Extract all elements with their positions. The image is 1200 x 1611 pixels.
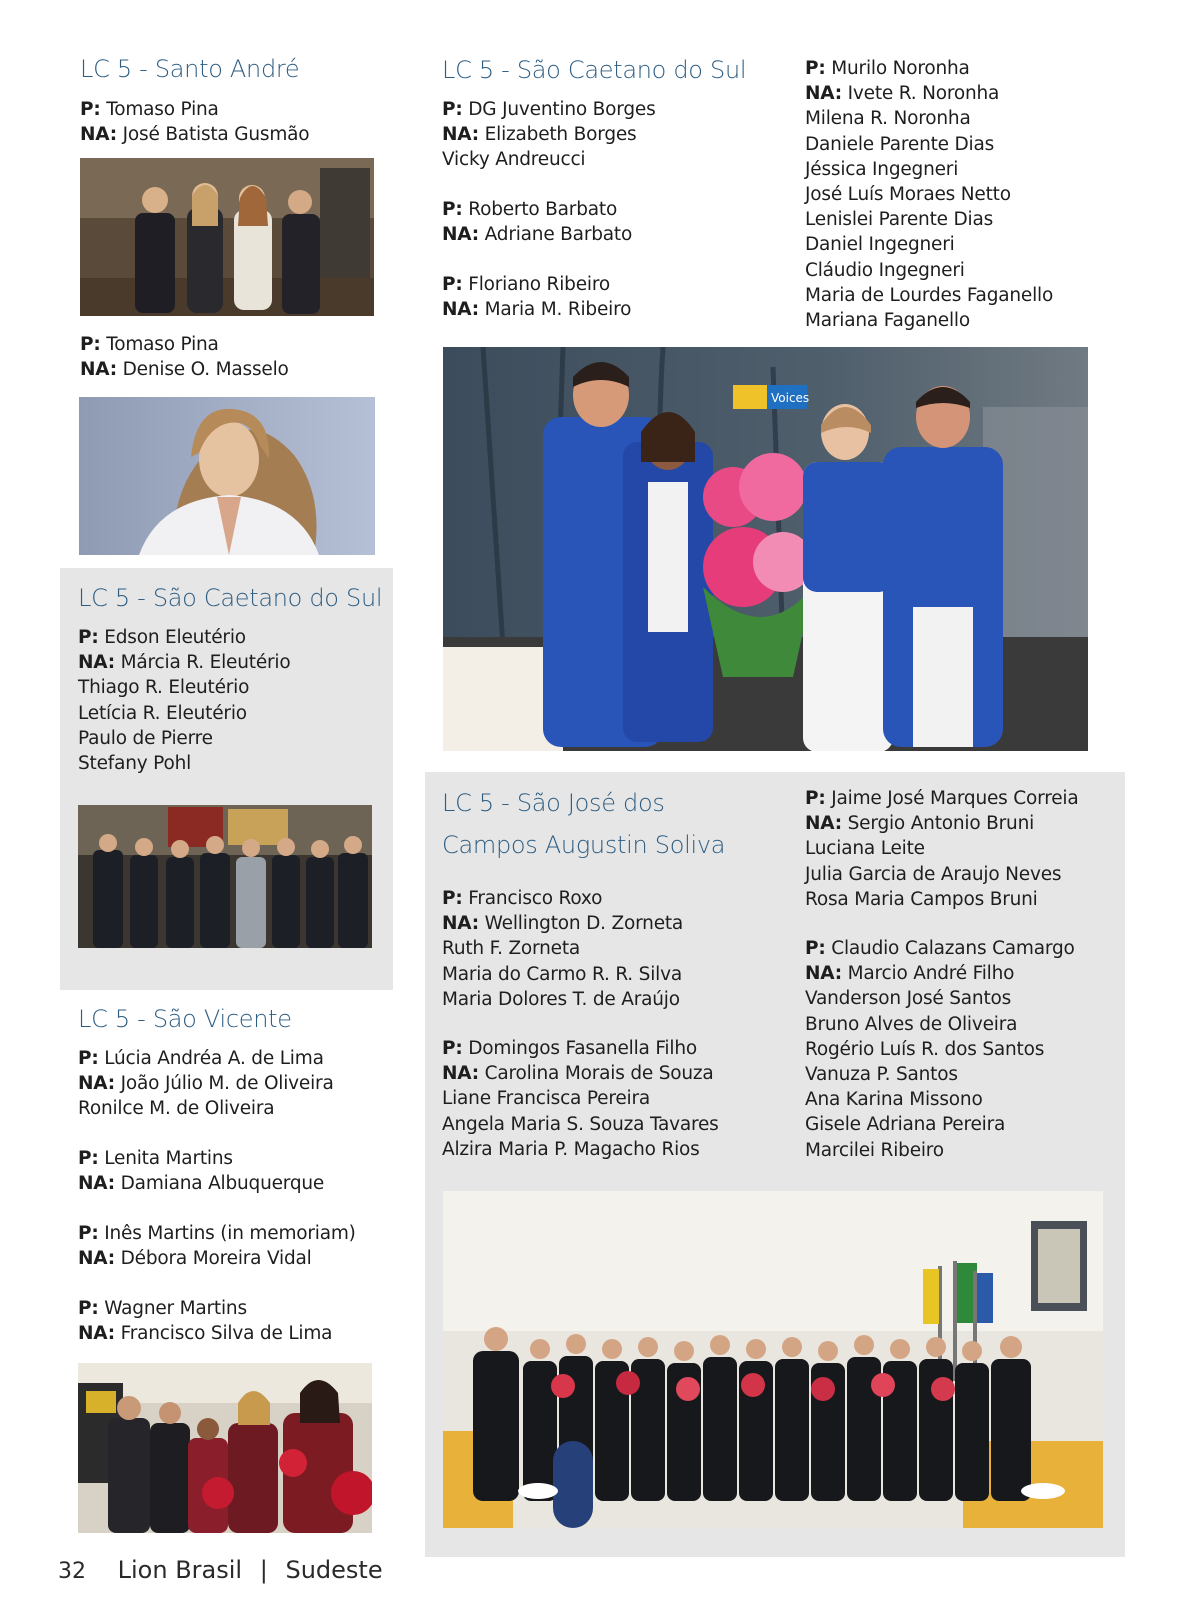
new-member-line bbox=[78, 650, 290, 675]
member-group bbox=[805, 56, 1053, 333]
president-line bbox=[78, 625, 290, 650]
new-member-name: Sergio Antonio Bruni bbox=[847, 813, 1035, 835]
president-label: P: bbox=[78, 1223, 99, 1244]
president-line bbox=[442, 886, 683, 911]
member-group bbox=[80, 332, 289, 382]
member-group bbox=[78, 1221, 356, 1271]
member-name: Rogério Luís R. dos Santos bbox=[805, 1038, 1045, 1060]
new-member-line bbox=[80, 357, 289, 382]
new-member-label: NA: bbox=[80, 359, 117, 381]
president-name: Murilo Noronha bbox=[831, 58, 970, 79]
new-member-line bbox=[80, 122, 309, 147]
new-member-name: Denise O. Masselo bbox=[122, 359, 289, 381]
new-member-name: Wellington D. Zorneta bbox=[484, 913, 684, 935]
president-name: Wagner Martins bbox=[104, 1298, 247, 1319]
member-name: Stefany Pohl bbox=[78, 753, 192, 775]
new-member-line bbox=[805, 811, 1078, 836]
member-group bbox=[805, 786, 1078, 912]
president-label: P: bbox=[442, 274, 463, 295]
new-member-line bbox=[442, 122, 656, 147]
member-name: Vanderson José Santos bbox=[805, 988, 1012, 1010]
member-name: Paulo de Pierre bbox=[78, 727, 213, 749]
member-group bbox=[805, 936, 1075, 1163]
new-member-label: NA: bbox=[442, 299, 479, 321]
president-line bbox=[442, 272, 631, 297]
section-title-santo-andre: LC 5 - Santo André bbox=[80, 55, 300, 83]
member-name: Angela Maria S. Souza Tavares bbox=[442, 1113, 719, 1135]
photo-sao-caetano-lions-flowers bbox=[443, 347, 1088, 751]
new-member-name: José Batista Gusmão bbox=[122, 124, 310, 146]
president-label: P: bbox=[78, 1298, 99, 1319]
member-name: Daniel Ingegneri bbox=[805, 234, 955, 256]
new-member-label: NA: bbox=[78, 1323, 115, 1345]
new-member-name: Débora Moreira Vidal bbox=[120, 1248, 312, 1270]
section-title-line: Campos Augustin Soliva bbox=[442, 831, 726, 859]
photo-sao-jose-dos-campos-group bbox=[443, 1191, 1103, 1528]
section-title-sao-jose-dos-campos bbox=[442, 782, 725, 866]
president-name: Jaime José Marques Correia bbox=[831, 788, 1079, 809]
new-member-label: NA: bbox=[442, 124, 479, 146]
member-name: Maria Dolores T. de Araújo bbox=[442, 988, 680, 1010]
new-member-line bbox=[442, 297, 631, 322]
new-member-name: Marcio André Filho bbox=[847, 963, 1015, 985]
president-label: P: bbox=[805, 58, 826, 79]
new-member-line bbox=[805, 961, 1075, 986]
section-title-sao-caetano-do-sul: LC 5 - São Caetano do Sul bbox=[442, 56, 747, 84]
member-name: Cláudio Ingegneri bbox=[805, 259, 965, 281]
member-name: José Luís Moraes Netto bbox=[805, 184, 1011, 206]
president-line bbox=[805, 56, 1053, 81]
member-group bbox=[442, 272, 631, 322]
member-group bbox=[442, 97, 656, 173]
new-member-name: Márcia R. Eleutério bbox=[120, 652, 291, 674]
member-name: Mariana Faganello bbox=[805, 310, 970, 332]
section-title-sao-caetano-do-sul: LC 5 - São Caetano do Sul bbox=[78, 584, 383, 612]
new-member-line bbox=[78, 1171, 324, 1196]
president-name: Edson Eleutério bbox=[104, 627, 246, 648]
section-title-line: LC 5 - São José dos bbox=[442, 789, 665, 817]
member-group bbox=[442, 197, 632, 247]
president-name: Tomaso Pina bbox=[106, 99, 219, 120]
new-member-name: Francisco Silva de Lima bbox=[120, 1323, 333, 1345]
new-member-label: NA: bbox=[78, 652, 115, 674]
member-name: Milena R. Noronha bbox=[805, 108, 971, 130]
member-name: Letícia R. Eleutério bbox=[78, 702, 247, 724]
president-line bbox=[78, 1221, 356, 1246]
member-group bbox=[78, 1046, 334, 1122]
member-group bbox=[442, 1036, 719, 1162]
member-name: Bruno Alves de Oliveira bbox=[805, 1013, 1018, 1035]
member-name: Marcilei Ribeiro bbox=[805, 1139, 944, 1161]
new-member-name: Adriane Barbato bbox=[484, 224, 633, 246]
new-member-label: NA: bbox=[80, 124, 117, 146]
president-line bbox=[805, 936, 1075, 961]
new-member-line bbox=[78, 1321, 332, 1346]
new-member-name: Ivete R. Noronha bbox=[847, 83, 1000, 105]
president-line bbox=[78, 1296, 332, 1321]
member-name: Daniele Parente Dias bbox=[805, 133, 995, 155]
president-name: Roberto Barbato bbox=[468, 199, 618, 220]
president-label: P: bbox=[80, 99, 101, 120]
member-name: Julia Garcia de Araujo Neves bbox=[805, 863, 1062, 885]
new-member-label: NA: bbox=[442, 913, 479, 935]
member-name: Luciana Leite bbox=[805, 838, 925, 860]
new-member-line bbox=[442, 222, 632, 247]
president-name: Francisco Roxo bbox=[468, 888, 603, 909]
president-name: Domingos Fasanella Filho bbox=[468, 1038, 697, 1059]
president-name: Lenita Martins bbox=[104, 1148, 233, 1169]
member-group bbox=[442, 886, 683, 1012]
footer-separator: | bbox=[259, 1556, 268, 1584]
member-group bbox=[78, 1296, 332, 1346]
new-member-label: NA: bbox=[442, 1063, 479, 1085]
new-member-name: João Júlio M. de Oliveira bbox=[120, 1073, 334, 1095]
president-line bbox=[805, 786, 1078, 811]
president-label: P: bbox=[80, 334, 101, 355]
new-member-line bbox=[78, 1071, 334, 1096]
member-name: Alzira Maria P. Magacho Rios bbox=[442, 1138, 700, 1160]
president-line bbox=[80, 97, 309, 122]
new-member-label: NA: bbox=[78, 1073, 115, 1095]
member-group bbox=[80, 97, 309, 147]
president-name: Claudio Calazans Camargo bbox=[831, 938, 1075, 959]
new-member-label: NA: bbox=[805, 83, 842, 105]
page-number: 32 bbox=[58, 1559, 86, 1584]
president-label: P: bbox=[78, 1148, 99, 1169]
member-name: Liane Francisca Pereira bbox=[442, 1088, 651, 1110]
member-name: Vanuza P. Santos bbox=[805, 1064, 958, 1086]
member-name: Ana Karina Missono bbox=[805, 1089, 983, 1111]
section-title-sao-vicente: LC 5 - São Vicente bbox=[78, 1005, 292, 1033]
member-name: Maria de Lourdes Faganello bbox=[805, 284, 1054, 306]
president-label: P: bbox=[442, 99, 463, 120]
member-name: Jéssica Ingegneri bbox=[805, 158, 959, 180]
new-member-line bbox=[805, 81, 1053, 106]
president-name: DG Juventino Borges bbox=[468, 99, 656, 120]
president-label: P: bbox=[805, 938, 826, 959]
president-name: Tomaso Pina bbox=[106, 334, 219, 355]
new-member-label: NA: bbox=[78, 1248, 115, 1270]
president-label: P: bbox=[442, 1038, 463, 1059]
president-name: Lúcia Andréa A. de Lima bbox=[104, 1048, 324, 1069]
president-line bbox=[80, 332, 289, 357]
photo-santo-andre-portrait bbox=[79, 397, 375, 555]
new-member-label: NA: bbox=[78, 1173, 115, 1195]
page-footer bbox=[58, 1556, 383, 1584]
publication-name: Lion Brasil bbox=[117, 1556, 243, 1584]
president-line bbox=[78, 1046, 334, 1071]
photo-sao-vicente-ceremony bbox=[78, 1363, 372, 1533]
member-group bbox=[78, 625, 290, 776]
new-member-name: Elizabeth Borges bbox=[484, 124, 637, 146]
president-line bbox=[442, 197, 632, 222]
new-member-label: NA: bbox=[442, 224, 479, 246]
president-label: P: bbox=[442, 199, 463, 220]
president-label: P: bbox=[78, 627, 99, 648]
president-label: P: bbox=[78, 1048, 99, 1069]
member-group bbox=[78, 1146, 324, 1196]
new-member-name: Damiana Albuquerque bbox=[120, 1173, 325, 1195]
member-name: Ruth F. Zorneta bbox=[442, 938, 581, 960]
member-name: Ronilce M. de Oliveira bbox=[78, 1098, 275, 1120]
member-name: Lenislei Parente Dias bbox=[805, 209, 994, 231]
president-name: Inês Martins (in memoriam) bbox=[104, 1223, 356, 1244]
new-member-line bbox=[78, 1246, 356, 1271]
member-name: Rosa Maria Campos Bruni bbox=[805, 888, 1038, 910]
new-member-label: NA: bbox=[805, 813, 842, 835]
member-name: Maria do Carmo R. R. Silva bbox=[442, 963, 682, 985]
president-name: Floriano Ribeiro bbox=[468, 274, 610, 295]
president-label: P: bbox=[442, 888, 463, 909]
member-name: Vicky Andreucci bbox=[442, 149, 586, 171]
new-member-label: NA: bbox=[805, 963, 842, 985]
president-label: P: bbox=[805, 788, 826, 809]
region-name: Sudeste bbox=[285, 1556, 383, 1584]
new-member-line bbox=[442, 1061, 719, 1086]
president-line bbox=[78, 1146, 324, 1171]
president-line bbox=[442, 1036, 719, 1061]
photo-sao-caetano-men bbox=[78, 805, 372, 948]
banner-text: Voices bbox=[771, 391, 810, 405]
new-member-name: Maria M. Ribeiro bbox=[484, 299, 632, 321]
new-member-line bbox=[442, 911, 683, 936]
president-line bbox=[442, 97, 656, 122]
member-name: Thiago R. Eleutério bbox=[78, 677, 250, 699]
photo-santo-andre-group bbox=[80, 158, 374, 316]
new-member-name: Carolina Morais de Souza bbox=[484, 1063, 714, 1085]
member-name: Gisele Adriana Pereira bbox=[805, 1114, 1006, 1136]
